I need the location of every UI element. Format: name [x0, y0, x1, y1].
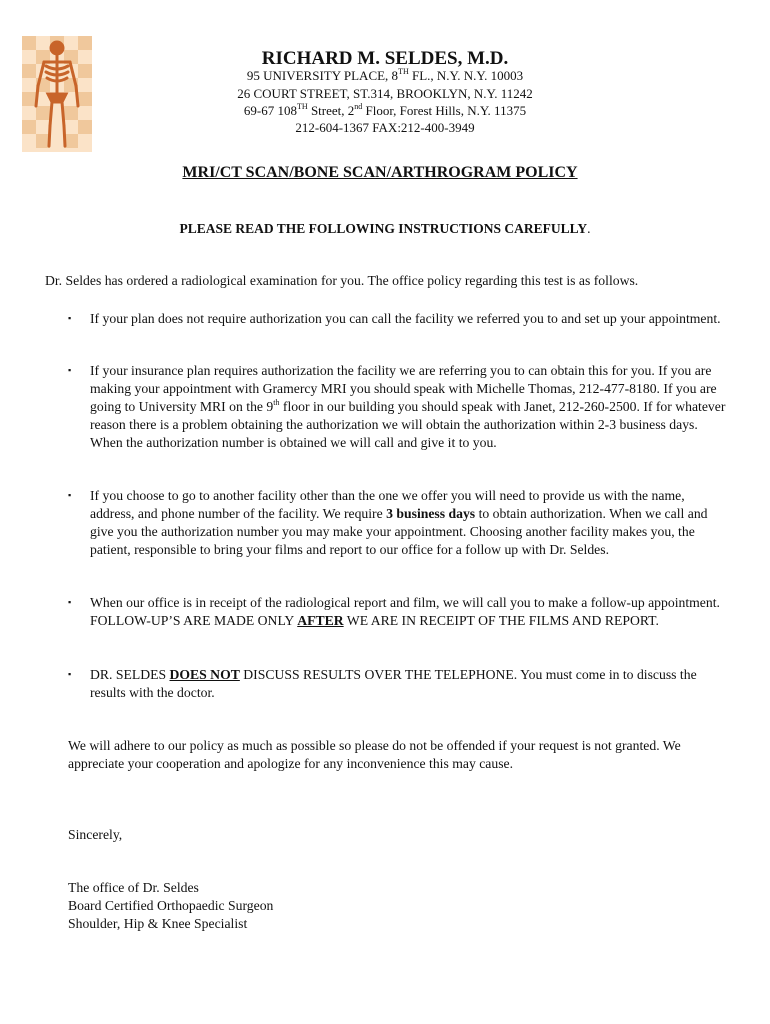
policy-title: MRI/CT SCAN/BONE SCAN/ARTHROGRAM POLICY — [182, 164, 578, 181]
closing-paragraph: We will adhere to our policy as much as possible so please do not be offended if your request is not granted. We appreciate your cooperation and apologize for any inconvenience this may cause. — [68, 738, 681, 771]
instructions-text: PLEASE READ THE FOLLOWING INSTRUCTIONS CAREFULLY — [179, 221, 588, 236]
address-1-sup: TH — [398, 67, 409, 76]
instructions-heading — [150, 221, 620, 237]
address-3-text-mid: Street, 2 — [307, 103, 355, 118]
instructions-period: . — [587, 221, 591, 236]
policy-item-3-text: If you choose to go to another facility other than the one we offer you will need to provide us with the name, address, and phone number of the facility. We require — [90, 488, 685, 521]
address-line-3 — [180, 103, 590, 119]
policy-item-2-text-end: floor in our building you should speak with Janet, 212-260-2500. If for whatever reason there is a problem obtaining the authorization we will obtain the authorization within 2-3 business days. When the authorization number is obtained we will call and give it to you. — [90, 399, 726, 450]
policy-item-2-sup: th — [273, 398, 280, 407]
bullet-icon: ▪ — [68, 365, 72, 375]
address-1-text: 95 UNIVERSITY PLACE, 8 — [246, 68, 399, 83]
bullet-icon: ▪ — [68, 490, 72, 500]
address-3-sup-2: nd — [354, 102, 363, 111]
bullet-icon: ▪ — [68, 669, 72, 679]
policy-item-3-text-end: to obtain authorization. When we call and give you the authorization number you may make your appointment. Choosing another facility makes you, the patient, responsible to bring your films and report to our office for a follow up with Dr. Seldes. — [90, 506, 708, 557]
policy-item-5-bold: DOES NOT — [169, 667, 240, 682]
policy-item-3-bold: 3 business days — [386, 506, 476, 521]
address-3-text-end: Floor, Forest Hills, N.Y. 11375 — [362, 103, 527, 118]
phone-fax-line: 212-604-1367 FAX:212-400-3949 — [295, 120, 475, 135]
address-line-2: 26 COURT STREET, ST.314, BROOKLYN, N.Y. 11242 — [237, 86, 533, 101]
policy-item-4-text-end: WE ARE IN RECEIPT OF THE FILMS AND REPORT. — [343, 613, 659, 628]
policy-item-4-bold: AFTER — [297, 613, 344, 628]
policy-item-1: If your plan does not require authorization you can call the facility we referred you to and set up your appointment. — [90, 311, 721, 326]
policy-item-5 — [90, 666, 730, 702]
policy-item-2 — [90, 362, 730, 452]
signature-line-1: The office of Dr. Seldes — [68, 880, 199, 895]
bullet-icon: ▪ — [68, 597, 72, 607]
address-1-text-end: FL., N.Y. N.Y. 10003 — [408, 68, 524, 83]
intro-paragraph: Dr. Seldes has ordered a radiological examination for you. The office policy regarding this test is as follows. — [45, 273, 639, 288]
policy-item-3 — [90, 487, 730, 559]
sincerely-line: Sincerely, — [68, 827, 123, 842]
address-3-text: 69-67 108 — [243, 103, 298, 118]
policy-item-4 — [90, 594, 730, 630]
policy-item-4-text: When our office is in receipt of the radiological report and film, we will call you to make a follow-up appointment. FOLLOW-UP’S ARE MADE ONLY — [90, 595, 720, 628]
address-line-1 — [180, 68, 590, 84]
bullet-icon: ▪ — [68, 313, 72, 323]
signature-line-2: Board Certified Orthopaedic Surgeon — [68, 898, 274, 913]
address-3-sup-1: TH — [297, 102, 308, 111]
skeleton-logo-icon — [22, 36, 92, 152]
policy-item-5-text: DR. SELDES — [90, 667, 170, 682]
doctor-name: RICHARD M. SELDES, M.D. — [261, 48, 509, 69]
policy-item-5-text-end: DISCUSS RESULTS OVER THE TELEPHONE. You must come in to discuss the results with the doctor. — [90, 667, 697, 700]
policy-item-2-text: If your insurance plan requires authorization the facility we are referring you to can obtain this for you. If you are making your appointment with Gramercy MRI you should speak with Michelle Thomas, 212-477-8180. If you are going to University MRI on the 9 — [90, 363, 717, 414]
signature-line-3: Shoulder, Hip & Knee Specialist — [68, 916, 248, 931]
